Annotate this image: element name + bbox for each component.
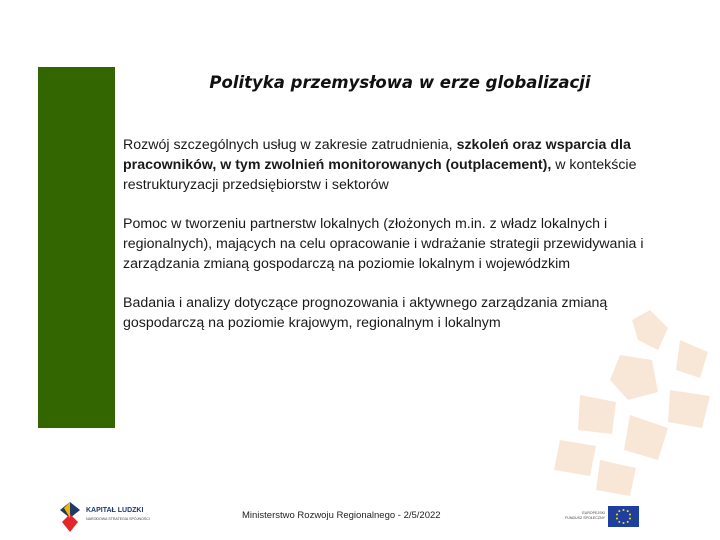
slide-title: Polityka przemysłowa w erze globalizacji [209,73,591,92]
bullet-1-text-end: w kontekście restrukturyzacji przedsiębiorstw i sektorów [123,157,637,193]
kapital-ludzki-subtitle: NARODOWA STRATEGIA SPÓJNOŚCI [86,517,150,521]
bullet-1-text: Rozwój szczególnych usług w zakresie zatrudnienia, [123,137,457,153]
footer-text: Ministerstwo Rozwoju Regionalnego - 2/5/2022 [242,510,441,521]
decorative-star-pattern [540,300,720,500]
kapital-ludzki-logo [58,500,168,534]
green-side-bar [38,67,115,428]
bullet-3: Badania i analizy dotyczące prognozowania i aktywnego zarządzania zmianą gospodarczą na poziomie krajowym, regionalnym i lokalnym [123,295,608,331]
bullet-2: Pomoc w tworzeniu partnerstw lokalnych (złożonych m.in. z władz lokalnych i regionalnych), mających na celu opracowanie i wdrażanie strategii przewidywania i zarządzania zmianą gospodarczą na poziomie lokalnym i wojewódzkim [123,216,644,272]
kapital-ludzki-title: KAPITAŁ LUDZKI [86,507,144,514]
eu-social-fund-title: EUROPEJSKI FUNDUSZ SPOŁECZNY [565,511,605,520]
eu-flag-icon [608,506,639,527]
eu-social-fund-logo [560,505,642,529]
bullet-1 [123,135,678,195]
kapital-ludzki-emblem-icon [58,500,82,534]
bullet-1-bold-text: szkoleń oraz wsparcia dla pracowników, w tym zwolnień monitorowanych (outplacement), [123,137,631,173]
